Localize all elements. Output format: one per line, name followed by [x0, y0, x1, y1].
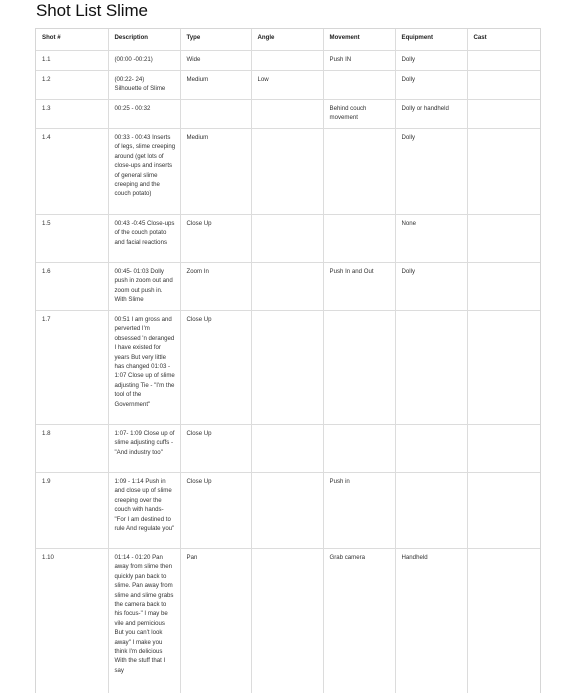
cell-angle — [251, 100, 323, 129]
column-header-angle: Angle — [251, 29, 323, 51]
cell-cast — [467, 71, 540, 100]
cell-description: 00:43 -0:45 Close-ups of the couch potato and facial reactions — [108, 215, 180, 263]
cell-shot-number: 1.5 — [36, 215, 108, 263]
cell-shot-number: 1.6 — [36, 263, 108, 311]
cell-equipment: Handheld — [395, 549, 467, 693]
cell-equipment: Dolly or handheld — [395, 100, 467, 129]
table-header-row — [36, 29, 540, 51]
column-header-type: Type — [180, 29, 251, 51]
table-row — [36, 549, 540, 693]
cell-movement — [323, 311, 395, 425]
cell-type: Wide — [180, 51, 251, 71]
cell-angle — [251, 473, 323, 549]
shot-list-table-container — [35, 28, 541, 693]
table-row — [36, 215, 540, 263]
cell-movement — [323, 215, 395, 263]
column-header-cast: Cast — [467, 29, 540, 51]
table-body — [36, 51, 540, 693]
cell-equipment: Dolly — [395, 51, 467, 71]
cell-cast — [467, 425, 540, 473]
cell-equipment: Dolly — [395, 129, 467, 215]
cell-shot-number: 1.4 — [36, 129, 108, 215]
cell-description: 01:14 - 01:20 Pan away from slime then quickly pan back to slime. Pan away from slime and slime grabs the camera back to his focus-" I may be vile and pernicious But you can't look away" I make you think I'm delicious With the stuff that I say — [108, 549, 180, 693]
cell-shot-number: 1.7 — [36, 311, 108, 425]
cell-equipment: Dolly — [395, 71, 467, 100]
cell-type — [180, 100, 251, 129]
column-header-movement: Movement — [323, 29, 395, 51]
cell-angle — [251, 311, 323, 425]
cell-equipment: None — [395, 215, 467, 263]
cell-type: Close Up — [180, 425, 251, 473]
cell-angle: Low — [251, 71, 323, 100]
cell-angle — [251, 425, 323, 473]
cell-equipment — [395, 473, 467, 549]
table-row — [36, 51, 540, 71]
cell-description: 00:45- 01:03 Dolly push in zoom out and zoom out push in. With Slime — [108, 263, 180, 311]
cell-cast — [467, 129, 540, 215]
cell-description: (00:22- 24) Silhouette of Slime — [108, 71, 180, 100]
cell-cast — [467, 263, 540, 311]
cell-description: 1:09 - 1:14 Push in and close up of slime creeping over the couch with hands- "For I am destined to rule And regulate you" — [108, 473, 180, 549]
cell-cast — [467, 51, 540, 71]
column-header-description: Description — [108, 29, 180, 51]
cell-equipment — [395, 425, 467, 473]
cell-shot-number: 1.10 — [36, 549, 108, 693]
cell-equipment — [395, 311, 467, 425]
cell-description: 00:51 I am gross and perverted I'm obsessed 'n deranged I have existed for years But very little has changed 01:03 - 1:07 Close up of slime adjusting Tie - "I'm the tool of the Government" — [108, 311, 180, 425]
cell-description: 00:25 - 00:32 — [108, 100, 180, 129]
table-row — [36, 100, 540, 129]
table-row — [36, 263, 540, 311]
cell-movement: Grab camera — [323, 549, 395, 693]
cell-type: Close Up — [180, 311, 251, 425]
cell-angle — [251, 129, 323, 215]
cell-cast — [467, 100, 540, 129]
cell-shot-number: 1.9 — [36, 473, 108, 549]
cell-shot-number: 1.3 — [36, 100, 108, 129]
column-header-equipment: Equipment — [395, 29, 467, 51]
table-row — [36, 71, 540, 100]
cell-movement: Push In and Out — [323, 263, 395, 311]
cell-angle — [251, 51, 323, 71]
cell-cast — [467, 311, 540, 425]
cell-movement — [323, 71, 395, 100]
cell-type: Medium — [180, 71, 251, 100]
cell-cast — [467, 549, 540, 693]
table-row — [36, 473, 540, 549]
table-row — [36, 425, 540, 473]
table-row — [36, 311, 540, 425]
cell-angle — [251, 263, 323, 311]
cell-movement: Push in — [323, 473, 395, 549]
cell-shot-number: 1.2 — [36, 71, 108, 100]
cell-shot-number: 1.1 — [36, 51, 108, 71]
column-header-shot: Shot # — [36, 29, 108, 51]
cell-equipment: Dolly — [395, 263, 467, 311]
cell-description: 00:33 - 00:43 Inserts of legs, slime creeping around (get lots of close-ups and inserts of general slime creeping and the couch potato) — [108, 129, 180, 215]
cell-description: (00:00 -00:21) — [108, 51, 180, 71]
cell-movement — [323, 425, 395, 473]
cell-angle — [251, 215, 323, 263]
cell-movement — [323, 129, 395, 215]
cell-movement: Behind couch movement — [323, 100, 395, 129]
cell-movement: Push IN — [323, 51, 395, 71]
cell-type: Close Up — [180, 473, 251, 549]
cell-type: Medium — [180, 129, 251, 215]
table-row — [36, 129, 540, 215]
cell-type: Close Up — [180, 215, 251, 263]
cell-cast — [467, 215, 540, 263]
cell-type: Pan — [180, 549, 251, 693]
cell-description: 1:07- 1:09 Close up of slime adjusting cuffs - "And industry too" — [108, 425, 180, 473]
cell-type: Zoom In — [180, 263, 251, 311]
cell-cast — [467, 473, 540, 549]
shot-list-table — [36, 29, 540, 693]
page-title: Shot List Slime — [36, 1, 148, 21]
cell-angle — [251, 549, 323, 693]
cell-shot-number: 1.8 — [36, 425, 108, 473]
